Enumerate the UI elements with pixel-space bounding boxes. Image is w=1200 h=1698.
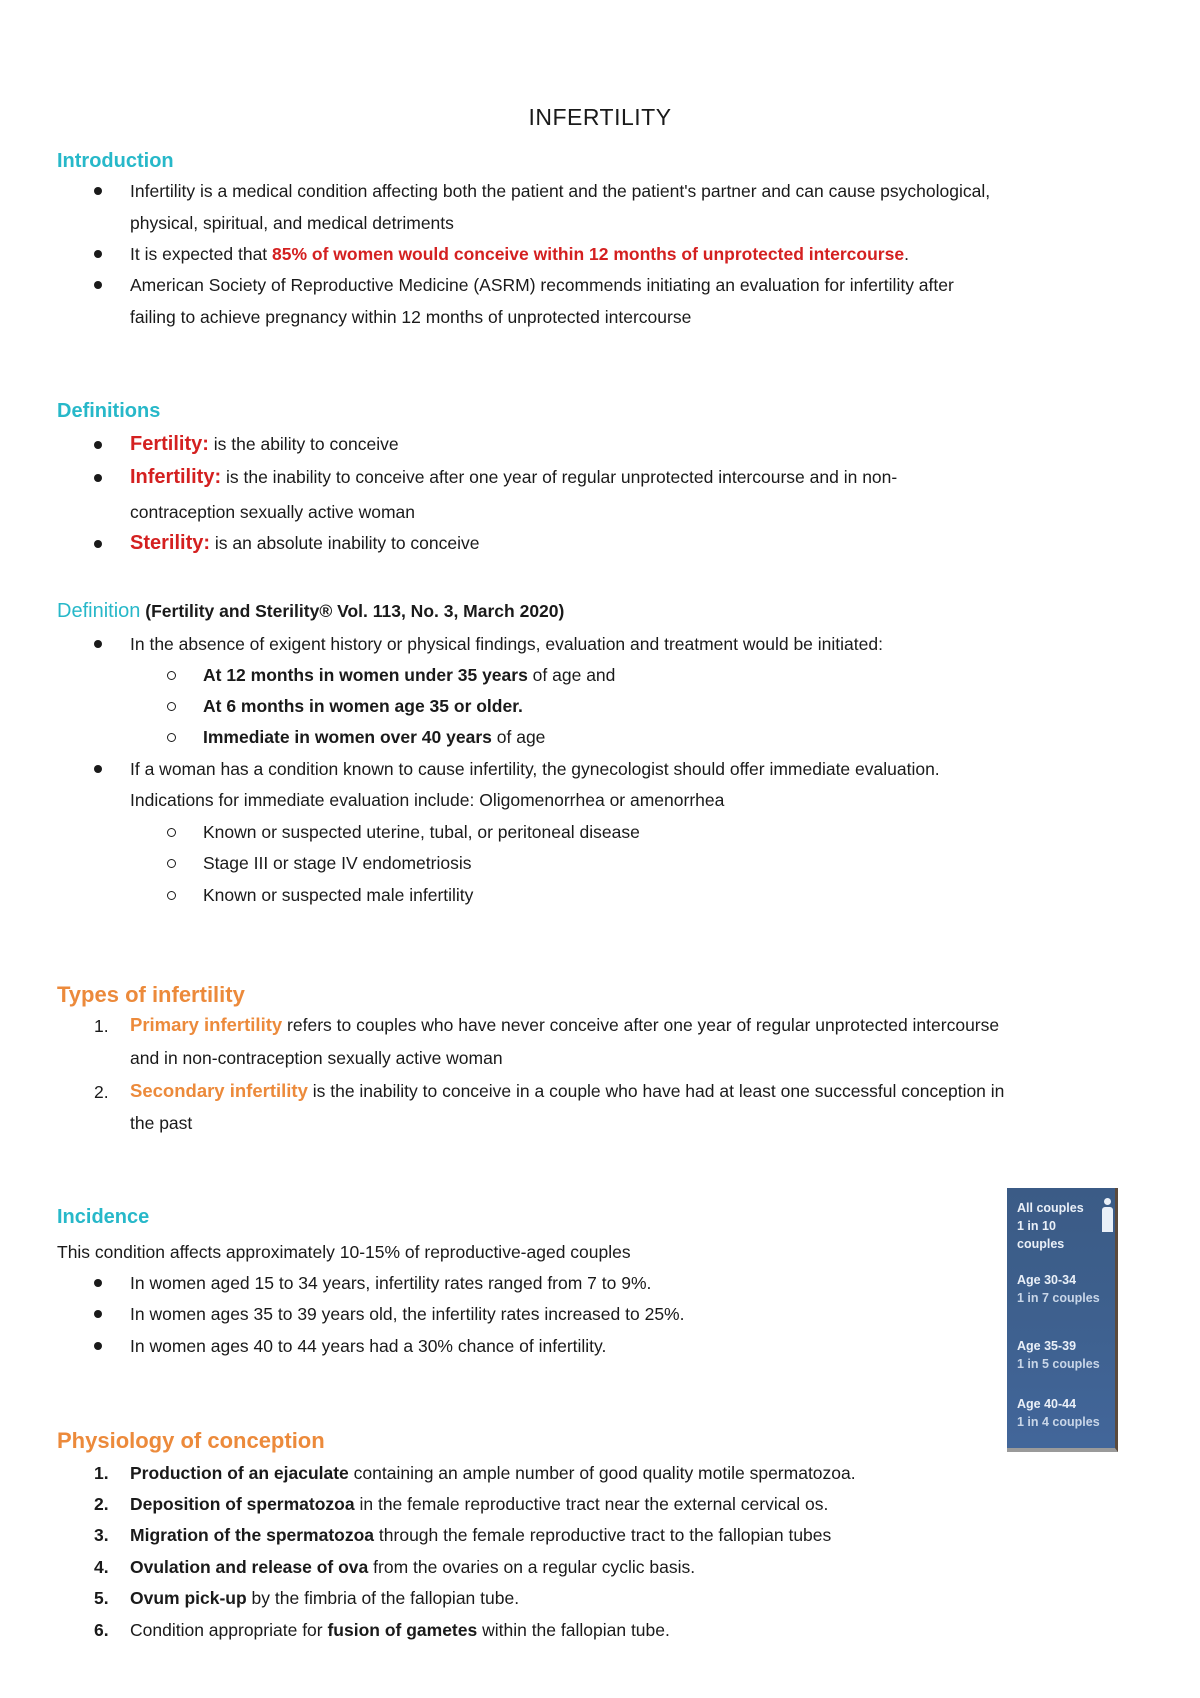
definition-bullet-1: In the absence of exigent history or physical findings, evaluation and treatment would be initiated: [130, 634, 883, 654]
list-number: 3. [94, 1525, 109, 1545]
bullet-icon [94, 1342, 102, 1350]
definition-bullet-2-line-1: If a woman has a condition known to cause infertility, the gynecologist should offer immediate evaluation. [130, 759, 940, 779]
list-number: 1. [94, 1016, 109, 1036]
physiology-item-2: Deposition of spermatozoa in the female reproductive tract near the external cervical os. [130, 1494, 829, 1514]
all-couples-value: 1 in 10 [1017, 1219, 1056, 1233]
intro-bullet-1-line-1: Infertility is a medical condition affecting both the patient and the patient's partner and can cause psychological, [130, 181, 991, 201]
age-35-39-value: 1 in 5 couples [1017, 1357, 1100, 1371]
primary-infertility: Primary infertility refers to couples who have never conceive after one year of regular unprotected intercourse [130, 1014, 1000, 1035]
definition-infertility: Infertility: is the inability to conceive after one year of regular unprotected intercourse and in non- [130, 466, 898, 488]
intro-bullet-3-line-2: failing to achieve pregnancy within 12 months of unprotected intercourse [130, 307, 692, 327]
list-number: 1. [94, 1463, 109, 1483]
incidence-intro: This condition affects approximately 10-15% of reproductive-aged couples [57, 1242, 631, 1262]
intro-bullet-2: It is expected that 85% of women would conceive within 12 months of unprotected intercourse. [130, 244, 909, 264]
age-30-34-value: 1 in 7 couples [1017, 1291, 1100, 1305]
incidence-infographic [1007, 1188, 1118, 1452]
definition-infertility-line-2: contraception sexually active woman [130, 502, 416, 522]
definition-sub-4: Known or suspected uterine, tubal, or peritoneal disease [203, 822, 640, 842]
definition-sub-5: Stage III or stage IV endometriosis [203, 853, 472, 873]
circle-bullet-icon [167, 891, 176, 900]
incidence-heading: Incidence [57, 1206, 150, 1228]
age-40-44-label: Age 40-44 [1017, 1397, 1077, 1411]
definition-sterility: Sterility: is an absolute inability to conceive [130, 532, 480, 554]
bullet-icon [94, 1279, 102, 1287]
bullet-icon [94, 765, 102, 773]
bullet-icon [94, 281, 102, 289]
physiology-item-3: Migration of the spermatozoa through the female reproductive tract to the fallopian tubes [130, 1525, 832, 1545]
bullet-icon [94, 441, 102, 449]
secondary-infertility-line-2: the past [130, 1113, 193, 1133]
circle-bullet-icon [167, 671, 176, 680]
secondary-infertility: Secondary infertility is the inability to conceive in a couple who have had at least one successful conception in [130, 1080, 1005, 1101]
definition-sub-6: Known or suspected male infertility [203, 885, 474, 905]
age-40-44-value: 1 in 4 couples [1017, 1415, 1100, 1429]
circle-bullet-icon [167, 859, 176, 868]
incidence-bullet-1: In women aged 15 to 34 years, infertility rates ranged from 7 to 9%. [130, 1273, 652, 1293]
definition-fertility: Fertility: is the ability to conceive [130, 433, 399, 455]
bullet-icon [94, 540, 102, 548]
age-30-34-label: Age 30-34 [1017, 1273, 1077, 1287]
person-icon [1101, 1198, 1113, 1232]
age-35-39-label: Age 35-39 [1017, 1339, 1077, 1353]
definition-sub-2: At 6 months in women age 35 or older. [203, 696, 523, 716]
bullet-icon [94, 640, 102, 648]
definition-bullet-2-line-2: Indications for immediate evaluation include: Oligomenorrhea or amenorrhea [130, 790, 725, 810]
physiology-item-4: Ovulation and release of ova from the ovaries on a regular cyclic basis. [130, 1557, 696, 1577]
intro-bullet-1-line-2: physical, spiritual, and medical detriments [130, 213, 454, 233]
list-number: 5. [94, 1588, 109, 1608]
definitions-heading: Definitions [57, 400, 161, 422]
circle-bullet-icon [167, 702, 176, 711]
definition-sub-3: Immediate in women over 40 years of age [203, 727, 546, 747]
definition-source-heading: Definition (Fertility and Sterility® Vol. 113, No. 3, March 2020) [57, 600, 565, 622]
all-couples-suffix: couples [1017, 1237, 1065, 1251]
incidence-bullet-2: In women ages 35 to 39 years old, the infertility rates increased to 25%. [130, 1304, 685, 1324]
types-heading: Types of infertility [57, 982, 245, 1007]
bullet-icon [94, 474, 102, 482]
page-title: INFERTILITY [528, 104, 672, 130]
highlight-85-percent: 85% of women would conceive within 12 months of unprotected intercourse [272, 244, 905, 264]
physiology-heading: Physiology of conception [57, 1428, 325, 1453]
physiology-item-1: Production of an ejaculate containing an ample number of good quality motile spermatozoa. [130, 1463, 856, 1483]
list-number: 4. [94, 1557, 109, 1577]
circle-bullet-icon [167, 733, 176, 742]
incidence-bullet-3: In women ages 40 to 44 years had a 30% chance of infertility. [130, 1336, 607, 1356]
list-number: 6. [94, 1620, 109, 1640]
bullet-icon [94, 250, 102, 258]
list-number: 2. [94, 1494, 109, 1514]
definition-sub-1: At 12 months in women under 35 years of age and [203, 665, 616, 685]
bullet-icon [94, 187, 102, 195]
physiology-item-5: Ovum pick-up by the fimbria of the fallopian tube. [130, 1588, 520, 1608]
physiology-item-6: Condition appropriate for fusion of gametes within the fallopian tube. [130, 1620, 670, 1640]
all-couples-label: All couples [1017, 1201, 1084, 1215]
intro-bullet-3-line-1: American Society of Reproductive Medicine (ASRM) recommends initiating an evaluation for infertility after [130, 275, 954, 295]
circle-bullet-icon [167, 828, 176, 837]
bullet-icon [94, 1310, 102, 1318]
introduction-heading: Introduction [57, 150, 174, 172]
primary-infertility-line-2: and in non-contraception sexually active woman [130, 1048, 503, 1068]
list-number: 2. [94, 1082, 109, 1102]
